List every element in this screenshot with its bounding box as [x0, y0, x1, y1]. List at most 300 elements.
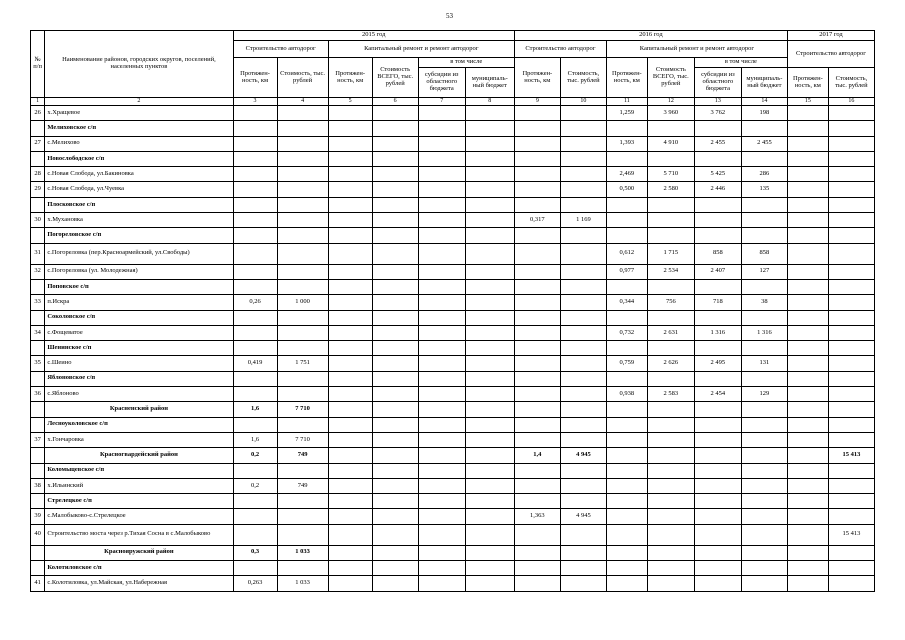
table-row	[31, 356, 875, 371]
row-number: 30	[31, 213, 45, 228]
cell-value	[560, 243, 606, 264]
cell-value	[277, 561, 328, 576]
row-number	[31, 279, 45, 294]
cell-value: 1,4	[514, 448, 560, 463]
cell-value	[277, 387, 328, 402]
cell-value	[787, 494, 828, 509]
cell-value	[372, 279, 418, 294]
cell-value	[328, 494, 372, 509]
row-name: Колотиловское с/п	[45, 561, 233, 576]
cell-value	[277, 151, 328, 166]
cell-value	[418, 121, 465, 136]
cell-value	[647, 279, 694, 294]
cell-value	[694, 478, 741, 493]
cell-value	[560, 341, 606, 356]
cell-value	[741, 197, 787, 212]
row-number	[31, 417, 45, 432]
cell-value: 286	[741, 167, 787, 182]
cell-value	[233, 151, 277, 166]
cell-value	[372, 243, 418, 264]
cell-value: 2 455	[741, 136, 787, 151]
cell-value	[787, 432, 828, 447]
cell-value	[828, 310, 874, 325]
cell-value	[328, 545, 372, 560]
cell-value	[514, 106, 560, 121]
cell-value	[606, 279, 647, 294]
cell-value: 2,469	[606, 167, 647, 182]
cell-value	[787, 524, 828, 545]
settlement-row	[31, 279, 875, 294]
cell-value	[514, 463, 560, 478]
table-row	[31, 264, 875, 279]
cell-value	[328, 448, 372, 463]
cell-value	[418, 197, 465, 212]
cell-value: 1 751	[277, 356, 328, 371]
cell-value	[372, 310, 418, 325]
cell-value: 2 626	[647, 356, 694, 371]
cell-value	[787, 264, 828, 279]
row-name: с.Малобыково-с.Стрелецкое	[45, 509, 233, 524]
cell-value	[787, 341, 828, 356]
header-2016-length: Протяжен-ность, км	[514, 58, 560, 98]
cell-value	[233, 310, 277, 325]
cell-value	[694, 228, 741, 243]
cell-value	[372, 197, 418, 212]
cell-value	[465, 463, 514, 478]
cell-value	[560, 576, 606, 591]
column-number: 2	[45, 98, 233, 106]
table-row	[31, 106, 875, 121]
cell-value	[465, 448, 514, 463]
cell-value	[328, 213, 372, 228]
cell-value	[787, 448, 828, 463]
settlement-row	[31, 121, 875, 136]
table-row	[31, 576, 875, 591]
cell-value	[465, 576, 514, 591]
cell-value	[560, 561, 606, 576]
cell-value	[372, 494, 418, 509]
cell-value	[233, 136, 277, 151]
cell-value	[828, 478, 874, 493]
cell-value: 0,732	[606, 325, 647, 340]
cell-value	[277, 417, 328, 432]
cell-value	[372, 106, 418, 121]
cell-value: 0,759	[606, 356, 647, 371]
row-name: Красненский район	[45, 402, 233, 417]
cell-value: 2 454	[694, 387, 741, 402]
row-number	[31, 494, 45, 509]
cell-value	[741, 213, 787, 228]
cell-value	[328, 121, 372, 136]
cell-value	[741, 545, 787, 560]
cell-value	[560, 228, 606, 243]
cell-value	[514, 432, 560, 447]
cell-value: 0,3	[233, 545, 277, 560]
settlement-row	[31, 228, 875, 243]
cell-value	[828, 356, 874, 371]
cell-value	[741, 494, 787, 509]
header-2016-repair-length: Протяжен-ность, км	[606, 58, 647, 98]
table-row	[31, 325, 875, 340]
roads-table	[30, 30, 875, 592]
cell-value	[418, 576, 465, 591]
header-2015-construction: Строительство автодорог	[233, 41, 328, 58]
row-name: с.Колотиловка, ул.Майская, ул.Набережная	[45, 576, 233, 591]
row-number: 40	[31, 524, 45, 545]
row-name: Мелиховское с/п	[45, 121, 233, 136]
row-name: Шенинское с/п	[45, 341, 233, 356]
cell-value	[694, 561, 741, 576]
cell-value	[606, 197, 647, 212]
cell-value	[372, 387, 418, 402]
cell-value	[606, 524, 647, 545]
cell-value	[694, 402, 741, 417]
cell-value	[514, 295, 560, 310]
cell-value	[233, 243, 277, 264]
cell-value	[787, 182, 828, 197]
cell-value	[372, 509, 418, 524]
cell-value	[465, 151, 514, 166]
cell-value	[694, 448, 741, 463]
cell-value	[560, 494, 606, 509]
cell-value	[741, 524, 787, 545]
cell-value	[372, 121, 418, 136]
column-number: 6	[372, 98, 418, 106]
cell-value: 0,317	[514, 213, 560, 228]
cell-value	[514, 151, 560, 166]
cell-value	[828, 167, 874, 182]
cell-value	[233, 494, 277, 509]
cell-value	[828, 295, 874, 310]
cell-value	[233, 106, 277, 121]
cell-value	[560, 545, 606, 560]
cell-value	[418, 310, 465, 325]
cell-value	[514, 279, 560, 294]
cell-value	[465, 432, 514, 447]
cell-value	[418, 524, 465, 545]
cell-value	[233, 387, 277, 402]
cell-value	[328, 106, 372, 121]
cell-value	[372, 151, 418, 166]
cell-value	[233, 213, 277, 228]
cell-value	[372, 417, 418, 432]
cell-value	[694, 545, 741, 560]
cell-value	[560, 432, 606, 447]
cell-value	[277, 371, 328, 386]
cell-value	[828, 136, 874, 151]
cell-value: 7 710	[277, 402, 328, 417]
cell-value	[418, 106, 465, 121]
cell-value	[277, 136, 328, 151]
cell-value	[514, 228, 560, 243]
cell-value	[465, 371, 514, 386]
cell-value: 2 495	[694, 356, 741, 371]
cell-value	[828, 371, 874, 386]
row-name: с.Новая Слобода, ул.Бакиновка	[45, 167, 233, 182]
cell-value	[560, 478, 606, 493]
cell-value	[328, 264, 372, 279]
cell-value	[741, 509, 787, 524]
header-2016-including: в том числе	[694, 58, 787, 68]
cell-value	[828, 402, 874, 417]
cell-value	[606, 402, 647, 417]
row-number	[31, 545, 45, 560]
cell-value	[418, 213, 465, 228]
cell-value	[606, 432, 647, 447]
cell-value	[647, 576, 694, 591]
cell-value	[560, 182, 606, 197]
cell-value	[465, 121, 514, 136]
column-number: 15	[787, 98, 828, 106]
cell-value: 0,419	[233, 356, 277, 371]
district-row	[31, 402, 875, 417]
cell-value	[277, 325, 328, 340]
cell-value	[647, 402, 694, 417]
table-row	[31, 432, 875, 447]
cell-value	[418, 264, 465, 279]
cell-value: 4 910	[647, 136, 694, 151]
cell-value	[741, 279, 787, 294]
cell-value	[741, 576, 787, 591]
table-row	[31, 295, 875, 310]
column-number: 4	[277, 98, 328, 106]
cell-value	[418, 371, 465, 386]
cell-value	[514, 310, 560, 325]
header-year-2017: 2017 год	[787, 31, 874, 41]
cell-value	[647, 371, 694, 386]
cell-value	[418, 509, 465, 524]
table-header	[31, 31, 875, 106]
header-2016-repair-cost-total: Стоимость ВСЕГО, тыс. рублей	[647, 58, 694, 98]
cell-value: 2 407	[694, 264, 741, 279]
cell-value	[465, 279, 514, 294]
cell-value	[418, 228, 465, 243]
cell-value	[560, 197, 606, 212]
cell-value	[606, 561, 647, 576]
cell-value	[514, 167, 560, 182]
cell-value	[787, 417, 828, 432]
cell-value: 1,6	[233, 432, 277, 447]
cell-value	[741, 417, 787, 432]
cell-value	[560, 417, 606, 432]
row-number	[31, 228, 45, 243]
cell-value	[606, 448, 647, 463]
row-number	[31, 561, 45, 576]
cell-value	[828, 213, 874, 228]
cell-value	[465, 106, 514, 121]
cell-value: 2 631	[647, 325, 694, 340]
cell-value	[647, 341, 694, 356]
cell-value	[418, 151, 465, 166]
cell-value: 5 425	[694, 167, 741, 182]
cell-value	[606, 371, 647, 386]
table-row	[31, 136, 875, 151]
header-2015-municipal: муниципаль-ный бюджет	[465, 68, 514, 98]
cell-value	[828, 243, 874, 264]
cell-value	[514, 325, 560, 340]
cell-value	[828, 545, 874, 560]
cell-value	[787, 371, 828, 386]
cell-value	[465, 136, 514, 151]
cell-value	[328, 402, 372, 417]
cell-value	[233, 463, 277, 478]
cell-value: 2 455	[694, 136, 741, 151]
cell-value	[560, 524, 606, 545]
cell-value: 0,2	[233, 448, 277, 463]
cell-value: 0,500	[606, 182, 647, 197]
cell-value	[647, 494, 694, 509]
cell-value	[514, 576, 560, 591]
settlement-row	[31, 371, 875, 386]
cell-value	[787, 136, 828, 151]
row-number: 33	[31, 295, 45, 310]
cell-value	[560, 279, 606, 294]
cell-value	[465, 167, 514, 182]
cell-value	[372, 402, 418, 417]
cell-value: 2 446	[694, 182, 741, 197]
cell-value	[741, 228, 787, 243]
table-row	[31, 478, 875, 493]
cell-value	[465, 402, 514, 417]
row-name: с.Погореловка (ул. Молодежная)	[45, 264, 233, 279]
cell-value: 0,26	[233, 295, 277, 310]
cell-value	[787, 478, 828, 493]
cell-value	[277, 106, 328, 121]
cell-value	[694, 341, 741, 356]
cell-value	[372, 545, 418, 560]
cell-value: 1 033	[277, 576, 328, 591]
row-number	[31, 310, 45, 325]
cell-value	[514, 243, 560, 264]
cell-value: 1 169	[560, 213, 606, 228]
cell-value: 1 316	[741, 325, 787, 340]
column-number-row	[31, 98, 875, 106]
row-name: с.Яблоново	[45, 387, 233, 402]
settlement-row	[31, 463, 875, 478]
cell-value	[328, 341, 372, 356]
cell-value	[694, 417, 741, 432]
cell-value	[328, 561, 372, 576]
cell-value	[647, 310, 694, 325]
cell-value	[606, 509, 647, 524]
cell-value	[694, 576, 741, 591]
cell-value	[787, 387, 828, 402]
cell-value	[514, 402, 560, 417]
cell-value	[465, 325, 514, 340]
cell-value	[465, 197, 514, 212]
header-2016-repair: Капитальный ремонт и ремонт автодорог	[606, 41, 787, 58]
cell-value	[741, 121, 787, 136]
table-row	[31, 524, 875, 545]
cell-value	[418, 356, 465, 371]
cell-value	[465, 213, 514, 228]
cell-value	[465, 387, 514, 402]
row-number: 34	[31, 325, 45, 340]
cell-value	[418, 167, 465, 182]
cell-value	[277, 494, 328, 509]
cell-value	[647, 432, 694, 447]
cell-value	[418, 325, 465, 340]
cell-value	[277, 167, 328, 182]
cell-value	[694, 279, 741, 294]
cell-value	[514, 121, 560, 136]
cell-value	[233, 371, 277, 386]
cell-value	[560, 136, 606, 151]
cell-value	[465, 341, 514, 356]
cell-value	[372, 136, 418, 151]
cell-value	[828, 106, 874, 121]
cell-value	[560, 264, 606, 279]
cell-value: 0,344	[606, 295, 647, 310]
cell-value: 1 000	[277, 295, 328, 310]
column-number: 16	[828, 98, 874, 106]
table-row	[31, 182, 875, 197]
cell-value	[465, 356, 514, 371]
row-name: с.Погореловка (пер.Красноармейский, ул.Свободы)	[45, 243, 233, 264]
header-2016-subsidy: субсидии из областного бюджета	[694, 68, 741, 98]
cell-value	[560, 106, 606, 121]
district-row	[31, 448, 875, 463]
cell-value	[828, 121, 874, 136]
cell-value	[606, 417, 647, 432]
cell-value	[465, 417, 514, 432]
row-number: 36	[31, 387, 45, 402]
cell-value	[828, 197, 874, 212]
row-number	[31, 121, 45, 136]
cell-value	[787, 197, 828, 212]
cell-value	[647, 561, 694, 576]
cell-value	[328, 576, 372, 591]
cell-value	[328, 136, 372, 151]
settlement-row	[31, 310, 875, 325]
cell-value	[606, 121, 647, 136]
cell-value	[514, 561, 560, 576]
cell-value: 3 960	[647, 106, 694, 121]
row-number: 37	[31, 432, 45, 447]
cell-value	[606, 151, 647, 166]
cell-value	[828, 228, 874, 243]
cell-value: 2 580	[647, 182, 694, 197]
cell-value	[741, 561, 787, 576]
row-name: с.Мелихово	[45, 136, 233, 151]
cell-value: 756	[647, 295, 694, 310]
row-name: Стрелецкое с/п	[45, 494, 233, 509]
cell-value	[787, 295, 828, 310]
cell-value: 135	[741, 182, 787, 197]
cell-value: 129	[741, 387, 787, 402]
cell-value	[606, 341, 647, 356]
row-name: Погореловское с/п	[45, 228, 233, 243]
cell-value	[787, 310, 828, 325]
cell-value: 1,6	[233, 402, 277, 417]
cell-value	[328, 310, 372, 325]
cell-value	[277, 310, 328, 325]
cell-value	[277, 228, 328, 243]
cell-value	[647, 197, 694, 212]
cell-value	[233, 561, 277, 576]
cell-value	[465, 264, 514, 279]
cell-value: 0,263	[233, 576, 277, 591]
row-number: 32	[31, 264, 45, 279]
cell-value	[465, 509, 514, 524]
cell-value	[514, 524, 560, 545]
header-2015-cost: Стоимость, тыс. рублей	[277, 58, 328, 98]
cell-value	[418, 463, 465, 478]
column-number: 7	[418, 98, 465, 106]
cell-value	[606, 228, 647, 243]
cell-value	[560, 371, 606, 386]
cell-value: 198	[741, 106, 787, 121]
